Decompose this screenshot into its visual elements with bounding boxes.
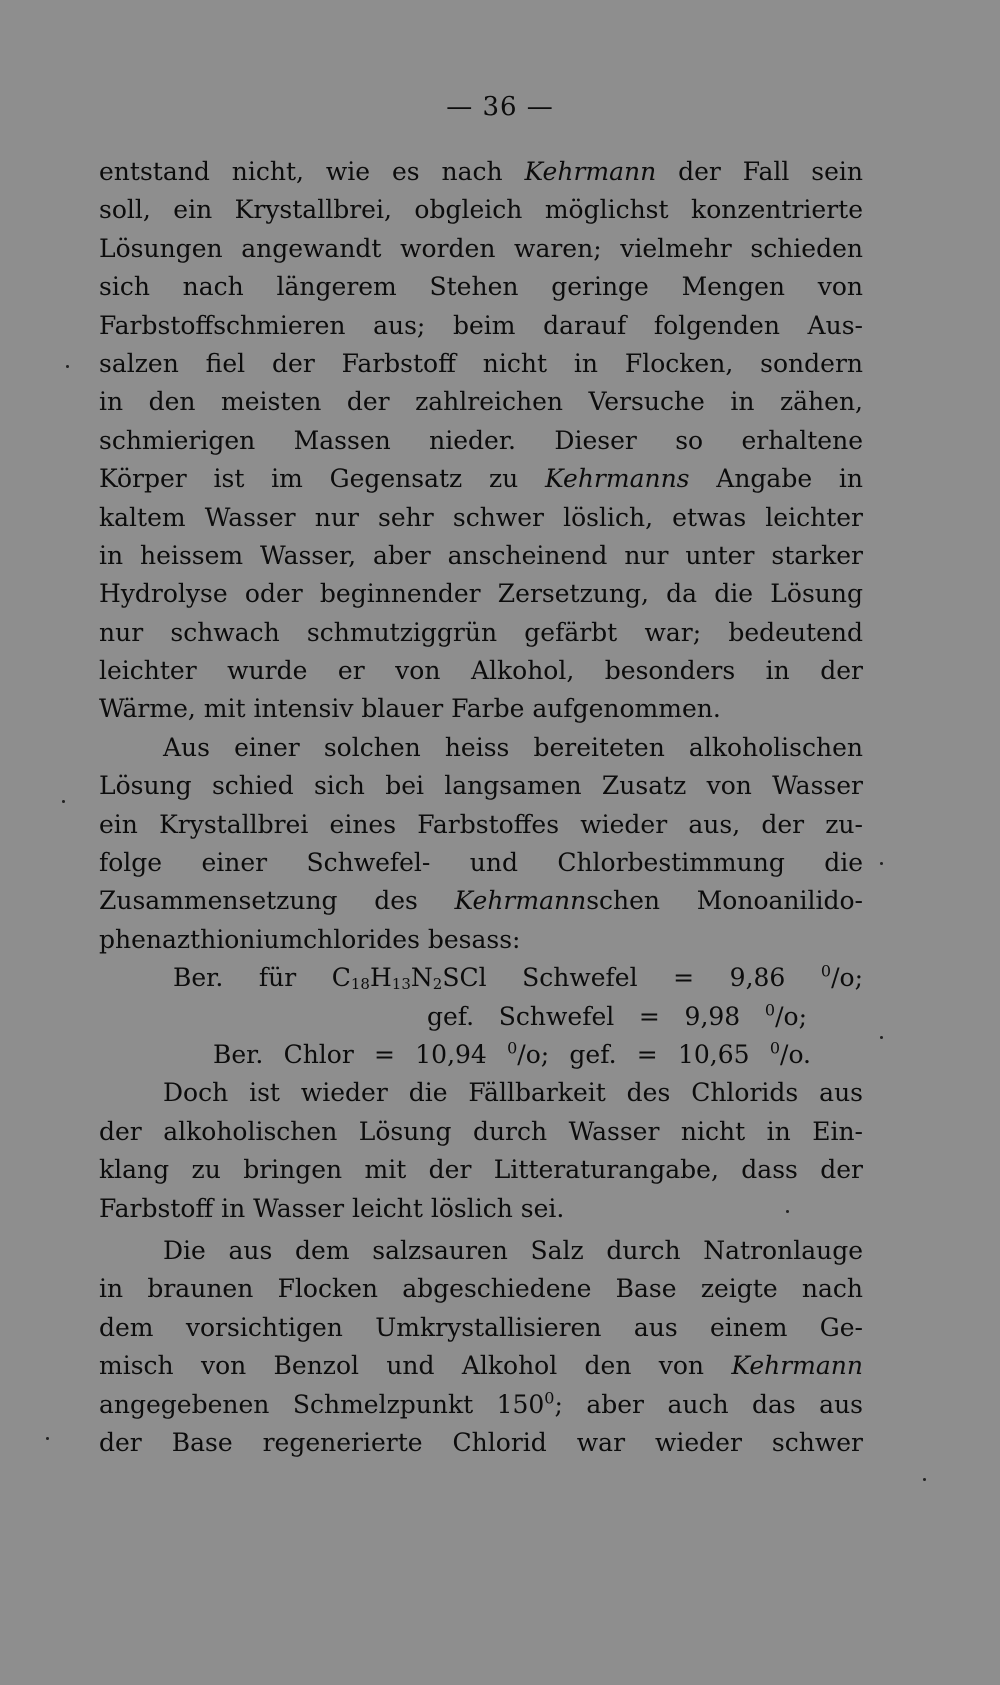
- text-span: Angabe in: [689, 464, 863, 494]
- author-name-italic: Kehrmann: [731, 1351, 863, 1381]
- text-line: in den meisten der zahlreichen Versuche in zähen,: [99, 387, 863, 417]
- formula-line: [99, 1036, 863, 1074]
- text-line: soll, ein Krystallbrei, obgleich möglichst konzentrierte: [99, 195, 863, 225]
- text-line: in braunen Flocken abgeschiedene Base zeigte nach: [99, 1274, 863, 1304]
- scan-speck: [46, 1437, 49, 1440]
- text-line: Lösungen angewandt worden waren; vielmehr schieden: [99, 233, 863, 263]
- text-span: /o.: [780, 1039, 811, 1069]
- text-line: nur schwach schmutziggrün gefärbt war; bedeutend: [99, 617, 863, 647]
- text-line: Lösung schied sich bei langsamen Zusatz von Wasser: [99, 771, 863, 801]
- text-span: /o; gef. = 10,65: [517, 1039, 770, 1069]
- text-line: [99, 153, 863, 191]
- text-span: Ber. für C: [173, 963, 351, 993]
- text-span: Körper ist im Gegensatz zu: [99, 464, 546, 494]
- body-text: [99, 153, 863, 1462]
- text-span: Zusammensetzung des: [99, 886, 455, 916]
- text-span: SCl Schwefel = 9,86: [442, 963, 821, 993]
- scan-speck: [62, 800, 65, 803]
- text-line: [99, 882, 863, 920]
- text-line: Aus einer solchen heiss bereiteten alkoholischen: [163, 732, 863, 762]
- text-line: Doch ist wieder die Fällbarkeit des Chlorids aus: [163, 1078, 863, 1108]
- text-line: der Base regenerierte Chlorid war wieder schwer: [99, 1427, 863, 1457]
- text-line: kaltem Wasser nur sehr schwer löslich, etwas leichter: [99, 502, 863, 532]
- formula-line: [99, 998, 863, 1036]
- superscript: 0: [769, 1038, 781, 1058]
- scan-speck: [923, 1478, 926, 1481]
- author-name-italic: Kehrmanns: [545, 464, 690, 494]
- text-line: folge einer Schwefel- und Chlorbestimmung die: [99, 848, 863, 878]
- text-line: Hydrolyse oder beginnender Zersetzung, da die Lösung: [99, 579, 863, 609]
- subscript: 2: [432, 975, 443, 994]
- text-span: gef. Schwefel = 9,98: [427, 1001, 765, 1031]
- text-line: Die aus dem salzsauren Salz durch Natronlauge: [163, 1235, 863, 1265]
- author-name-italic: Kehrmann: [454, 886, 587, 916]
- text-span: /o;: [775, 1001, 807, 1031]
- text-span: schen Monoanilido-: [586, 886, 863, 916]
- text-line: der alkoholischen Lösung durch Wasser nicht in Ein-: [99, 1116, 863, 1146]
- text-line: klang zu bringen mit der Litteraturangabe, dass der: [99, 1155, 863, 1185]
- author-name-italic: Kehrmann: [524, 157, 657, 186]
- text-span: H: [369, 963, 392, 993]
- text-line: Wärme, mit intensiv blauer Farbe aufgenommen.: [99, 694, 721, 724]
- scan-speck: [66, 365, 69, 368]
- text-span: ; aber auch das aus: [554, 1389, 863, 1419]
- text-span: angegebenen Schmelzpunkt 150: [99, 1389, 545, 1419]
- text-span: der Fall sein: [656, 157, 863, 186]
- text-span: misch von Benzol und Alkohol den von: [99, 1351, 732, 1381]
- text-line: schmierigen Massen nieder. Dieser so erhaltene: [99, 425, 863, 455]
- subscript: 13: [391, 975, 411, 994]
- superscript: 0: [507, 1038, 518, 1058]
- text-line: ein Krystallbrei eines Farbstoffes wieder aus, der zu-: [99, 809, 863, 839]
- formula-line: [99, 959, 863, 997]
- page-number: — 36 —: [446, 92, 554, 122]
- subscript: 18: [350, 975, 370, 994]
- text-line: [99, 460, 863, 498]
- text-line: [99, 1347, 863, 1385]
- superscript: 0: [820, 961, 832, 981]
- scan-speck: [880, 1036, 883, 1039]
- text-line: leichter wurde er von Alkohol, besonders in der: [99, 656, 863, 686]
- text-span: Ber. Chlor = 10,94: [213, 1039, 508, 1069]
- text-line: Farbstoffschmieren aus; beim darauf folgenden Aus-: [99, 310, 863, 340]
- text-span: entstand nicht, wie es nach: [99, 157, 525, 186]
- text-line: [99, 1386, 863, 1424]
- text-line: Farbstoff in Wasser leicht löslich sei.: [99, 1193, 565, 1223]
- text-line: sich nach längerem Stehen geringe Mengen von: [99, 272, 863, 302]
- text-line: phenazthioniumchlorides besass:: [99, 924, 521, 954]
- text-span: /o;: [831, 963, 863, 993]
- text-line: in heissem Wasser, aber anscheinend nur unter starker: [99, 540, 863, 570]
- superscript: 0: [764, 1000, 776, 1020]
- superscript: 0: [544, 1388, 555, 1408]
- scan-speck: [880, 862, 883, 865]
- text-line: dem vorsichtigen Umkrystallisieren aus einem Ge-: [99, 1312, 863, 1342]
- text-line: salzen fiel der Farbstoff nicht in Flocken, sondern: [99, 348, 863, 378]
- scan-speck: [786, 1210, 789, 1213]
- text-span: N: [410, 963, 433, 993]
